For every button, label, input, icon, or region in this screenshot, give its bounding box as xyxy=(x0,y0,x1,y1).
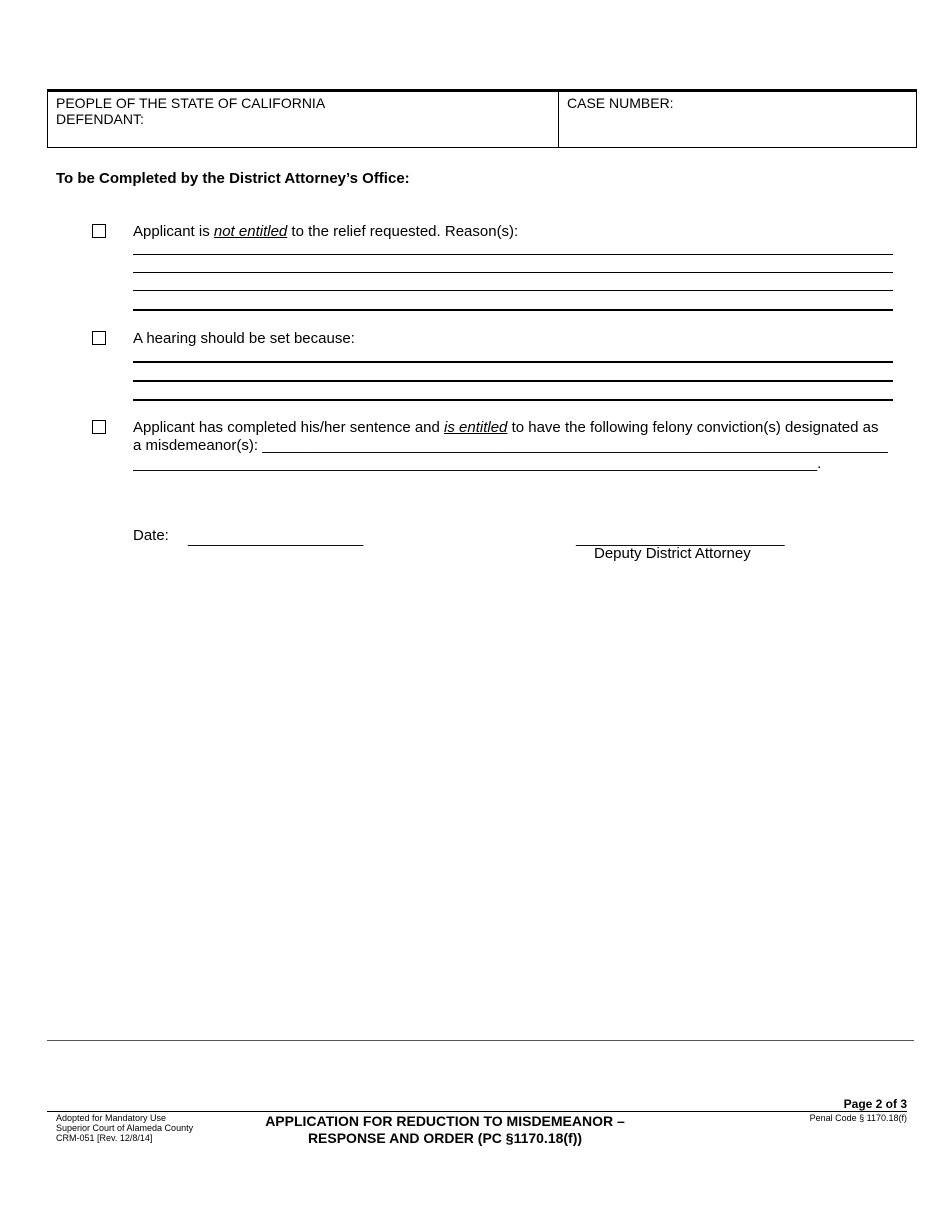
option1-suffix: to the relief requested. Reason(s): xyxy=(287,223,519,240)
defendant-label: DEFENDANT: xyxy=(56,111,144,127)
hearing-line-1[interactable] xyxy=(133,361,893,363)
reason-line-3[interactable] xyxy=(133,290,893,291)
people-label: PEOPLE OF THE STATE OF CALIFORNIA xyxy=(56,95,326,111)
reason-line-1[interactable] xyxy=(133,254,893,255)
adopted-line-2: Superior Court of Alameda County xyxy=(56,1123,194,1133)
signature-field[interactable]: _________________________ xyxy=(576,530,785,547)
penal-code: Penal Code § 1170.18(f) xyxy=(809,1113,907,1123)
option3-suffix: to have the following felony conviction(s) designated as xyxy=(507,419,879,436)
option-not-entitled-text xyxy=(133,223,518,240)
date-label: Date: xyxy=(133,527,169,544)
hearing-line-2[interactable] xyxy=(133,380,893,382)
form-title-line-1: APPLICATION FOR REDUCTION TO MISDEMEANOR – xyxy=(265,1113,625,1129)
deputy-da-label: Deputy District Attorney xyxy=(594,545,751,562)
section-heading: To be Completed by the District Attorney’s Office: xyxy=(56,170,410,187)
form-title-line-2: RESPONSE AND ORDER (PC §1170.18(f)) xyxy=(307,1130,583,1146)
not-entitled-checkbox[interactable] xyxy=(92,224,106,238)
misdemeanor-line[interactable]: a misdemeanor(s): ___________________________________________________________________________ xyxy=(133,437,888,454)
case-number-label: CASE NUMBER: xyxy=(567,95,674,111)
footer-rule xyxy=(47,1040,914,1041)
option3-emphasis: is entitled xyxy=(444,419,508,436)
reason-line-4[interactable] xyxy=(133,309,893,311)
option-entitled-text xyxy=(133,419,878,436)
adopted-line-1: Adopted for Mandatory Use xyxy=(56,1113,167,1123)
form-number: CRM-051 [Rev. 12/8/14] xyxy=(56,1133,153,1143)
date-field[interactable]: _____________________ xyxy=(188,530,364,547)
page-number: Page 2 of 3 xyxy=(843,1097,907,1111)
reason-line-2[interactable] xyxy=(133,272,893,273)
option1-prefix: Applicant is xyxy=(133,223,214,240)
option1-emphasis: not entitled xyxy=(213,223,288,240)
caption-box xyxy=(47,89,917,148)
form-title xyxy=(230,1113,660,1147)
option-hearing-text: A hearing should be set because: xyxy=(133,330,355,347)
option3-prefix: Applicant has completed his/her sentence and xyxy=(133,419,445,436)
caption-divider xyxy=(558,92,559,147)
entitled-checkbox[interactable] xyxy=(92,420,106,434)
conviction-line[interactable]: __________________________________________________________________________________. xyxy=(133,455,822,472)
hearing-checkbox[interactable] xyxy=(92,331,106,345)
hearing-line-3[interactable] xyxy=(133,399,893,401)
footer-bar xyxy=(47,1111,907,1112)
